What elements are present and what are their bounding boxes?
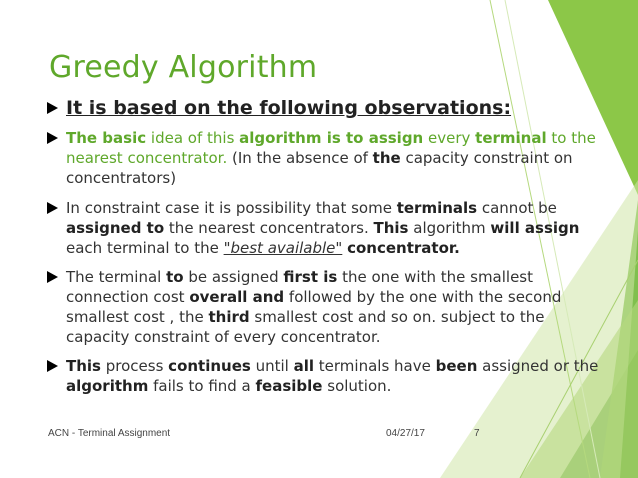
bullet-arrow-icon <box>47 202 58 214</box>
text-span: idea of this <box>146 129 240 147</box>
text-span: smallest cost and so on. subject to the capacity constraint of every concentrator. <box>66 308 545 346</box>
bullet-arrow-icon <box>47 360 58 372</box>
bullet-arrow-icon <box>47 132 58 144</box>
text-span: been <box>435 357 478 375</box>
text-span: solution. <box>322 377 392 395</box>
text-span: the nearest concentrators. <box>164 219 374 237</box>
text-span: each terminal to the <box>66 239 224 257</box>
text-span: terminal <box>475 129 547 147</box>
text-span: This <box>66 357 101 375</box>
text-span: all <box>293 357 315 375</box>
text-span: assigned to <box>66 219 165 237</box>
bullet-list <box>45 96 605 396</box>
text-span: This <box>373 219 409 237</box>
bullet-item-4 <box>45 267 605 347</box>
text-span: overall and <box>189 288 285 306</box>
text-span: process <box>100 357 169 375</box>
text-span: The basic <box>66 129 147 147</box>
bullet-item-2 <box>45 128 605 188</box>
best-available-link[interactable]: "best available" <box>223 239 343 257</box>
bullet-item-3 <box>45 198 605 258</box>
text-span: terminals have <box>314 357 436 375</box>
text-span: algorithm is to assign <box>239 129 424 147</box>
text-span: to <box>166 268 184 286</box>
text-span: (In the absence of <box>227 149 373 167</box>
text-span: algorithm <box>66 377 149 395</box>
footer-date: 04/27/17 <box>386 428 425 439</box>
text-span: The terminal <box>66 268 167 286</box>
text-span: until <box>250 357 294 375</box>
text-span: fails to find a <box>148 377 256 395</box>
slide-title: Greedy Algorithm <box>49 50 318 85</box>
bullet-1-text: It is based on the following observations: <box>66 97 512 119</box>
text-span: first is <box>283 268 338 286</box>
text-span: continues <box>168 357 251 375</box>
text-span: concentrator. <box>347 239 460 257</box>
text-span: assigned or the <box>477 357 599 375</box>
text-span: third <box>208 308 250 326</box>
text-span: be assigned <box>183 268 284 286</box>
text-span: capacity constraint on concentrators) <box>66 149 573 187</box>
footer-page-number: 7 <box>474 428 480 439</box>
text-span: feasible <box>255 377 323 395</box>
text-span: will assign <box>490 219 580 237</box>
bullet-arrow-icon <box>47 102 58 114</box>
text-span: terminals <box>396 199 478 217</box>
footer-title: ACN - Terminal Assignment <box>48 428 171 439</box>
text-span: followed by the one with the second smallest cost , the <box>66 288 562 326</box>
text-span: In constraint case it is possibility that some <box>66 199 397 217</box>
text-span: the <box>372 149 401 167</box>
text-span: every <box>423 129 476 147</box>
bullet-arrow-icon <box>47 271 58 283</box>
text-span: to the nearest concentrator. <box>66 129 596 167</box>
text-span: cannot be <box>477 199 557 217</box>
bullet-item-1 <box>45 96 605 120</box>
text-span: the one with the smallest connection cost <box>66 268 534 306</box>
text-span: algorithm <box>408 219 491 237</box>
bullet-item-5 <box>45 356 605 396</box>
